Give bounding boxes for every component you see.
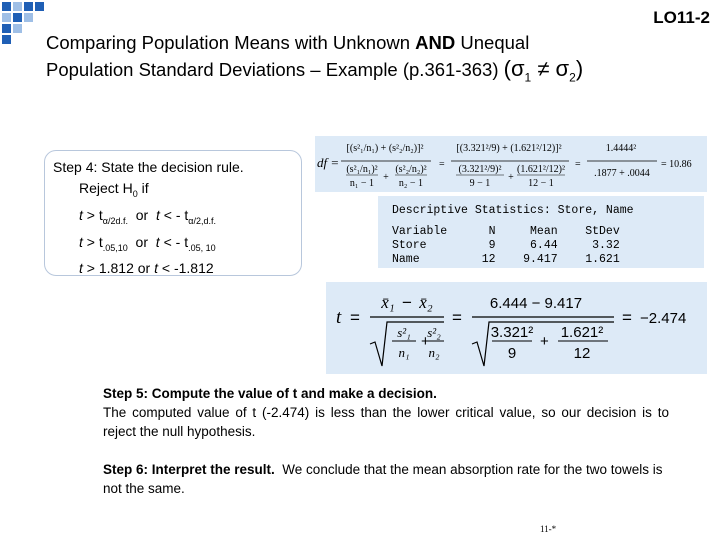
text: > t: [82, 233, 103, 250]
sigma-sub: 2: [569, 70, 576, 85]
reject-line: [53, 178, 301, 205]
text: > 1.812 or: [82, 260, 155, 277]
stats-row: Name 12 9.417 1.621: [392, 253, 620, 266]
corner-square: [24, 13, 33, 22]
descriptive-statistics-output: [378, 196, 704, 268]
rule-specific: [53, 232, 301, 259]
page-number: 11-*: [540, 524, 557, 534]
sigma-text: ): [575, 56, 584, 81]
sub: α/2,d.f.: [188, 215, 216, 226]
sub: .05,10: [102, 242, 128, 253]
t-result: −2.474: [640, 310, 687, 327]
sigma-text: (σ: [503, 56, 525, 81]
sigma-sub: 1: [524, 70, 532, 85]
df-den-b: (s²₂/n₂)²: [395, 164, 427, 175]
s2-squared: s²₂: [427, 325, 441, 340]
learning-objective-label: LO11-2: [653, 8, 710, 27]
corner-square: [2, 24, 11, 33]
sub: 0: [132, 188, 138, 199]
equals-sign: =: [439, 159, 445, 170]
equals-sign: =: [350, 308, 360, 327]
n1: n₁: [398, 345, 410, 360]
minus-sign: −: [402, 293, 412, 312]
s1-squared: s²₁: [397, 325, 411, 340]
corner-square: [2, 13, 11, 22]
corner-square: [13, 24, 22, 33]
rule-general: [53, 205, 301, 232]
df-label: df =: [317, 155, 340, 170]
t-numerator-values: 6.444 − 9.417: [489, 295, 583, 312]
text: > t: [82, 206, 103, 223]
t-var: t: [155, 233, 160, 250]
t-var: t: [155, 206, 160, 223]
title-text: Comparing Population Means with Unknown: [46, 32, 416, 53]
sigma-expression: [503, 56, 584, 85]
slide-title: [46, 30, 716, 90]
t-var: t: [154, 260, 158, 277]
df-den-val-a: (3.321²/9)²: [458, 164, 502, 175]
stats-header-row: Variable N Mean StDev: [392, 225, 620, 238]
title-text: Unequal: [455, 32, 530, 53]
step4-heading: Step 4: State the decision rule.: [53, 159, 244, 175]
df-den-result: .1877 + .0044: [594, 168, 650, 179]
plus-sign: +: [383, 172, 389, 183]
sub: α/2d.f.: [102, 215, 128, 226]
variance1-value: 3.321²: [490, 324, 534, 341]
df-num-result: 1.4444²: [605, 143, 637, 154]
stats-title: Descriptive Statistics: Store, Name: [392, 204, 634, 217]
step5-section: [103, 384, 669, 441]
title-text: Population Standard Deviations – Example (p.361-363): [46, 59, 504, 80]
xbar2: x̄₂: [419, 293, 433, 312]
n2: n₂: [428, 345, 440, 360]
df-den-a: (s²₁/n₁)²: [346, 164, 378, 175]
text: if: [137, 180, 149, 196]
t-var: t: [79, 260, 83, 277]
corner-square: [2, 35, 11, 44]
n1-value: 9: [507, 345, 517, 362]
corner-square: [2, 2, 11, 11]
t-symbol: t: [336, 307, 342, 328]
df-den-val-b: (1.621²/12)²: [517, 164, 565, 175]
text: < - t: [159, 206, 189, 223]
text: < - t: [159, 233, 189, 250]
corner-square: [35, 2, 44, 11]
df-num-values: [(3.321²/9) + (1.621²/12)]²: [456, 143, 562, 154]
df-num-symbolic: [(s²₁/n₁) + (s²₂/n₂)]²: [346, 143, 424, 154]
xbar1: x̄₁: [381, 293, 395, 312]
variance2-value: 1.621²: [560, 324, 604, 341]
equals-sign: =: [575, 159, 581, 170]
step6-body: We conclude that the mean absorption rate for the two towels is not the same.: [103, 462, 667, 496]
df-formula: [315, 136, 707, 192]
corner-square: [13, 2, 22, 11]
sigma-text: ≠ σ: [531, 56, 570, 81]
sub: .05, 10: [188, 242, 216, 253]
corner-square: [24, 2, 33, 11]
stats-row: Store 9 6.44 3.32: [392, 239, 620, 252]
step6-section: [103, 460, 669, 498]
equals-sign: =: [622, 308, 632, 327]
equals-sign: =: [452, 308, 462, 327]
df-den-d2: 12 − 1: [528, 178, 554, 189]
step6-heading: Step 6: Interpret the result.: [103, 462, 275, 477]
text: or: [127, 233, 156, 250]
df-formula-panel: [315, 136, 707, 192]
step5-body: The computed value of t (-2.474) is less than the lower critical value, so our decision is to reject the null hypothesis.: [103, 405, 669, 439]
df-den-d1: 9 − 1: [469, 178, 491, 189]
step5-heading: Step 5: Compute the value of t and make a decision.: [103, 386, 437, 401]
plus-sign: +: [540, 333, 549, 350]
t-formula-panel: [326, 282, 707, 374]
df-n2m1: n₂ − 1: [398, 178, 424, 189]
title-bold: AND: [415, 32, 456, 53]
text: < -1.812: [158, 260, 214, 277]
corner-square: [13, 13, 22, 22]
df-result: = 10.86: [661, 159, 692, 170]
plus-sign: +: [421, 333, 430, 350]
step4-decision-rule-box: [44, 150, 302, 276]
df-n1m1: n₁ − 1: [349, 178, 375, 189]
n2-value: 12: [573, 345, 591, 362]
rule-critical-values: [53, 258, 301, 279]
t-formula: [326, 282, 707, 374]
text: or: [127, 206, 156, 223]
t-var: t: [79, 233, 83, 250]
t-var: t: [79, 206, 83, 223]
plus-sign: +: [508, 172, 514, 183]
text: Reject H: [79, 180, 133, 196]
